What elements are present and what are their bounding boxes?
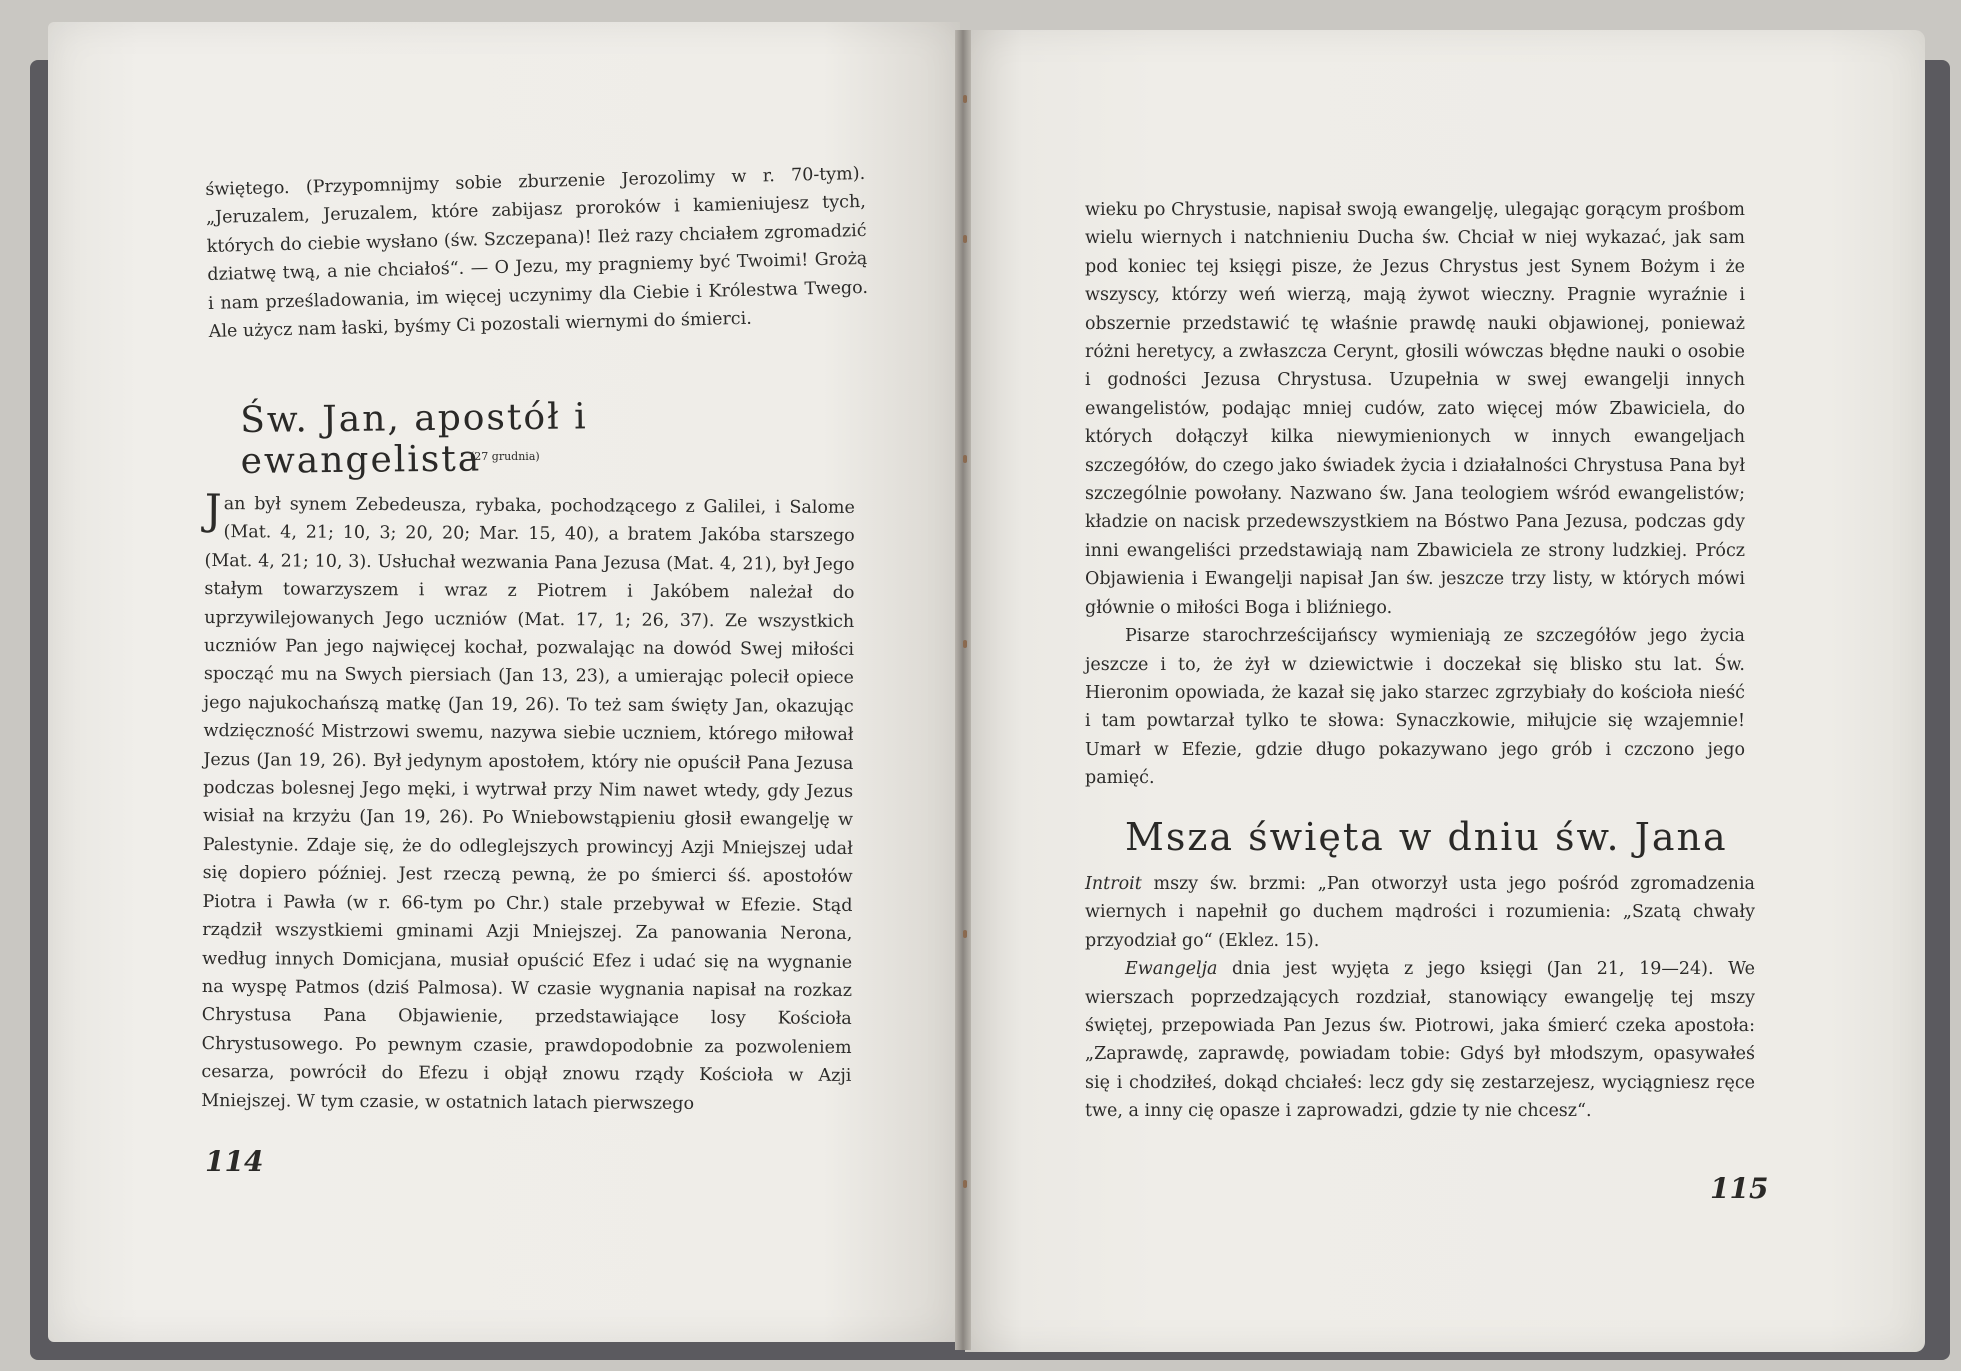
- binding-stitch: [963, 640, 967, 648]
- right-bottom-paragraphs: [1085, 870, 1755, 1126]
- binding-stitch: [963, 95, 967, 103]
- page-number-right: 115: [1710, 1172, 1769, 1205]
- feast-date: (27 grudnia): [470, 450, 540, 463]
- gospel-paragraph: [1085, 955, 1755, 1125]
- introit-paragraph: [1085, 870, 1755, 955]
- right-top-paragraphs: [1085, 196, 1745, 793]
- section-heading-mass: Msza święta w dniu św. Jana: [1125, 815, 1728, 859]
- paragraph-text: dnia jest wyjęta z jego księgi (Jan 21, 19—24). We wierszach poprzedzających rozdział, stanowiący ewangelję tej mszy świętej, przepowiada Pan Jezus św. Piotrowi, jaka śmierć czeka apostoła: „Zaprawdę, zaprawdę, powiadam tobie: Gdyś był młodszym, opasywałeś się i chodziłeś, dokąd chciałeś: lecz gdy się zestarzejesz, wyciągniesz ręce twe, a inny cię opasze i zaprowadzi, gdzie ty nie chcesz“.: [1085, 959, 1755, 1122]
- left-main-paragraph: [201, 485, 855, 1119]
- binding-stitch: [963, 930, 967, 938]
- paragraph-text: mszy św. brzmi: „Pan otworzył usta jego pośród zgromadzenia wiernych i napełnił go duchem mądrości i rozumienia: „Szatą chwały przyodział go“ (Eklez. 15).: [1085, 874, 1755, 951]
- gospel-word: Ewangelja: [1125, 959, 1218, 980]
- binding-stitch: [963, 455, 967, 463]
- page-number-left: 114: [205, 1145, 264, 1178]
- paragraph-text: an był synem Zebedeusza, rybaka, pochodzącego z Galilei, i Salome (Mat. 4, 21; 10, 3; 20, 20; Mar. 15, 40), a bratem Jakóba starszego (Mat. 4, 21; 10, 3). Usłuchał wezwania Pana Jezusa (Mat. 4, 21), był Jego stałym towarzyszem i wraz z Piotrem i Jakóbem należał do uprzywilejowanych Jego uczniów (Mat. 17, 1; 26, 37). Ze wszystkich uczniów Pan jego najwięcej kochał, pozwalając na dowód Swej miłości spocząć mu na Swych piersiach (Jan 13, 23), a umierając polecił opiece jego najukochańszą matkę (Jan 19, 26). To też sam święty Jan, okazując wdzięczność Mistrzowi swemu, nazywa siebie uczniem, którego miłował Jezus (Jan 19, 26). Był jedynym apostołem, który nie opuścił Pana Jezusa podczas bolesnej Jego męki, i wytrwał przy Nim nawet wtedy, gdy Jezus wisiał na krzyżu (Jan 19, 26). Po Wniebowstąpieniu głosił ewangelję w Palestynie. Zdaje się, że do odleglejszych prowincyj Azji Mniejszej udał się dopiero później. Jest rzeczą pewną, że po śmierci śś. apostołów Piotra i Pawła (w r. 66-tym po Chr.) stale przebywał w Efezie. Stąd rządził wszystkiemi gminami Azji Mniejszej. Za panowania Nerona, według innych Domicjana, musiał opuścić Efez i udać się na wygnanie na wyspę Patmos (dziś Palmosa). W czasie wygnania napisał na rozkaz Chrystusa Pana Objawienie, przedstawiające losy Kościoła Chrystusowego. Po pewnym czasie, prawdopodobnie za pozwoleniem cesarza, powrócił do Efezu i objął znowu rządy Kościoła w Azji Mniejszej. W tym czasie, w ostatnich latach pierwszego: [201, 494, 855, 1114]
- paragraph-text: Pisarze starochrześcijańscy wymieniają ze szczegółów jego życia jeszcze i to, że żył w dziewictwie i doczekał się blisko stu lat. Św. Hieronim opowiada, że kazał się jako starzec zgrzybiały do kościoła nieść i tam powtarzał tylko te słowa: Synaczkowie, miłujcie się wzajemnie! Umarł w Efezie, gdzie długo pokazywano jego grób i czczono jego pamięć.: [1085, 626, 1745, 789]
- paragraph-text: świętego. (Przypomnijmy sobie zburzenie Jerozolimy w r. 70-tym). „Jeruzalem, Jeruzalem, które zabijasz proroków i kamieniujesz tych, których do ciebie wysłano (św. Szczepana)! Ileż razy chciałem zgromadzić dziatwę twą, a nie chciałoś“. — O Jezu, my pragniemy być Twoimi! Grożą i nam prześladowania, im więcej uczynimy dla Ciebie i Królestwa Twego. Ale użycz nam łaski, byśmy Ci pozostali wiernymi do śmierci.: [205, 163, 869, 342]
- left-top-paragraph: [205, 160, 869, 347]
- binding-stitch: [963, 1180, 967, 1188]
- dropcap-letter: J: [204, 485, 222, 535]
- book-gutter: [955, 30, 971, 1350]
- paragraph-text: wieku po Chrystusie, napisał swoją ewangelję, ulegając gorącym prośbom wielu wiernych i natchnieniu Ducha św. Chciał w niej wykazać, jak sam pod koniec tej księgi pisze, że Jezus Chrystus jest Synem Bożym i że wszyscy, którzy weń wierzą, mają żywot wieczny. Pragnie wyraźnie i obszernie przedstawić tę właśnie prawdę nauki objawionej, ponieważ różni heretycy, a zwłaszcza Cerynt, głosili wówczas błędne nauki o osobie i godności Jezusa Chrystusa. Uzupełnia w swej ewangelji innych ewangelistów, podając mniej cudów, zato więcej mów Zbawiciela, do których dołączył kilka niewymienionych w innych ewangeljach szczegółów, do czego jako świadek życia i działalności Chrystusa Pana był szczególnie powołany. Nazwano św. Jana teologiem wśród ewangelistów; kładzie on nacisk przedewszystkiem na Bóstwo Pana Jezusa, podczas gdy inni ewangeliści przedstawiają nam Zbawiciela ze strony ludzkiej. Prócz Objawienia i Ewangelji napisał Jan św. jeszcze trzy listy, w których mówi głównie o miłości Boga i bliźniego.: [1085, 200, 1745, 618]
- binding-stitch: [963, 235, 967, 243]
- chapter-heading-st-john: Św. Jan, apostół i ewangelista: [240, 396, 588, 482]
- introit-word: Introit: [1085, 874, 1142, 894]
